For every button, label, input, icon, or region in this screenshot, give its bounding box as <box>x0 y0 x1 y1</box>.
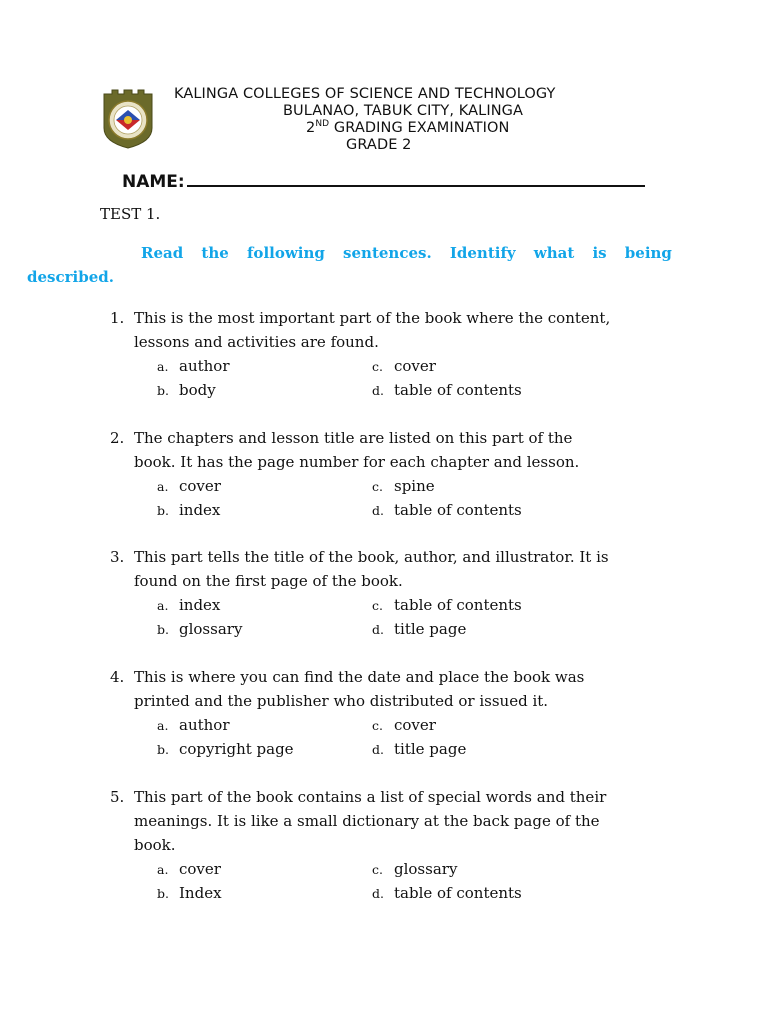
option-letter: d. <box>372 886 384 901</box>
name-label: NAME: <box>122 172 185 192</box>
option-c[interactable] <box>372 857 457 882</box>
option-text: index <box>179 501 221 519</box>
option-text: copyright page <box>179 740 294 758</box>
school-address: BULANAO, TABUK CITY, KALINGA <box>283 103 524 119</box>
question-text-line: This is the most important part of the book where the content, <box>134 309 611 327</box>
instructions-line-1 <box>141 244 672 262</box>
option-letter: c. <box>372 479 383 494</box>
instruction-word: being <box>624 244 672 262</box>
option-d[interactable] <box>372 881 522 906</box>
option-text: cover <box>394 357 436 375</box>
instruction-word: following <box>246 244 325 262</box>
option-letter: b. <box>157 742 169 757</box>
option-b[interactable] <box>157 881 222 906</box>
option-letter: d. <box>372 383 384 398</box>
option-letter: a. <box>157 862 169 877</box>
instruction-word: is <box>592 244 607 262</box>
option-b[interactable] <box>157 378 216 403</box>
option-c[interactable] <box>372 593 522 618</box>
instruction-word: Read <box>141 244 184 262</box>
option-text: spine <box>394 477 435 495</box>
option-letter: a. <box>157 479 169 494</box>
option-text: table of contents <box>394 381 522 399</box>
instruction-word: what <box>533 244 575 262</box>
option-letter: c. <box>372 359 383 374</box>
exam-title-text: GRADING EXAMINATION <box>329 120 510 136</box>
option-text: author <box>179 716 230 734</box>
option-text: glossary <box>394 860 458 878</box>
exam-number: 2 <box>306 120 316 136</box>
option-text: glossary <box>179 620 243 638</box>
option-text: table of contents <box>394 596 522 614</box>
question-text-line: book. It has the page number for each chapter and lesson. <box>134 453 580 471</box>
option-text: cover <box>394 716 436 734</box>
instruction-word: Identify <box>449 244 516 262</box>
option-text: cover <box>179 860 221 878</box>
instruction-word: the <box>201 244 229 262</box>
question-number: 3. <box>110 548 125 566</box>
option-text: title page <box>394 620 467 638</box>
name-row <box>122 170 645 192</box>
option-text: index <box>179 596 221 614</box>
exam-title <box>306 120 509 136</box>
option-text: cover <box>179 477 221 495</box>
question-text-line: lessons and activities are found. <box>134 333 379 351</box>
option-text: table of contents <box>394 501 522 519</box>
option-letter: c. <box>372 862 383 877</box>
name-blank-line[interactable] <box>187 170 645 187</box>
question-text-line: This part tells the title of the book, author, and illustrator. It is <box>134 548 609 566</box>
option-text: body <box>179 381 216 399</box>
option-a[interactable] <box>157 713 230 738</box>
instruction-word: sentences. <box>343 244 432 262</box>
option-letter: c. <box>372 718 383 733</box>
test-title: TEST 1. <box>100 205 161 223</box>
option-d[interactable] <box>372 617 466 642</box>
option-text: title page <box>394 740 467 758</box>
question-text-line: This part of the book contains a list of special words and their <box>134 788 607 806</box>
school-seal-logo <box>100 88 156 150</box>
option-a[interactable] <box>157 354 230 379</box>
question-number: 5. <box>110 788 125 806</box>
option-letter: d. <box>372 503 384 518</box>
question-number: 1. <box>110 309 125 327</box>
grade-level: GRADE 2 <box>346 137 412 153</box>
option-letter: d. <box>372 742 384 757</box>
question-text-line: found on the first page of the book. <box>134 572 403 590</box>
option-d[interactable] <box>372 737 466 762</box>
option-c[interactable] <box>372 354 436 379</box>
exam-ordinal: ND <box>315 119 330 130</box>
option-letter: a. <box>157 718 169 733</box>
option-a[interactable] <box>157 593 220 618</box>
option-letter: b. <box>157 383 169 398</box>
option-b[interactable] <box>157 617 242 642</box>
option-a[interactable] <box>157 857 221 882</box>
question-text-line: This is where you can find the date and place the book was <box>134 668 585 686</box>
option-letter: d. <box>372 622 384 637</box>
option-a[interactable] <box>157 474 221 499</box>
option-letter: a. <box>157 359 169 374</box>
option-text: author <box>179 357 230 375</box>
option-letter: a. <box>157 598 169 613</box>
option-letter: c. <box>372 598 383 613</box>
instructions-line-2: described. <box>27 268 114 286</box>
option-b[interactable] <box>157 737 294 762</box>
option-d[interactable] <box>372 378 522 403</box>
question-number: 2. <box>110 429 125 447</box>
option-letter: b. <box>157 886 169 901</box>
option-text: table of contents <box>394 884 522 902</box>
question-text-line: printed and the publisher who distributed or issued it. <box>134 692 549 710</box>
option-letter: b. <box>157 503 169 518</box>
option-text: Index <box>179 884 222 902</box>
option-d[interactable] <box>372 498 522 523</box>
option-b[interactable] <box>157 498 220 523</box>
option-letter: b. <box>157 622 169 637</box>
question-text-line: meanings. It is like a small dictionary at the back page of the <box>134 812 600 830</box>
question-text-line: The chapters and lesson title are listed on this part of the <box>134 429 573 447</box>
question-text-line: book. <box>134 836 176 854</box>
option-c[interactable] <box>372 713 436 738</box>
school-name: KALINGA COLLEGES OF SCIENCE AND TECHNOLOGY <box>174 86 556 102</box>
question-number: 4. <box>110 668 125 686</box>
option-c[interactable] <box>372 474 435 499</box>
